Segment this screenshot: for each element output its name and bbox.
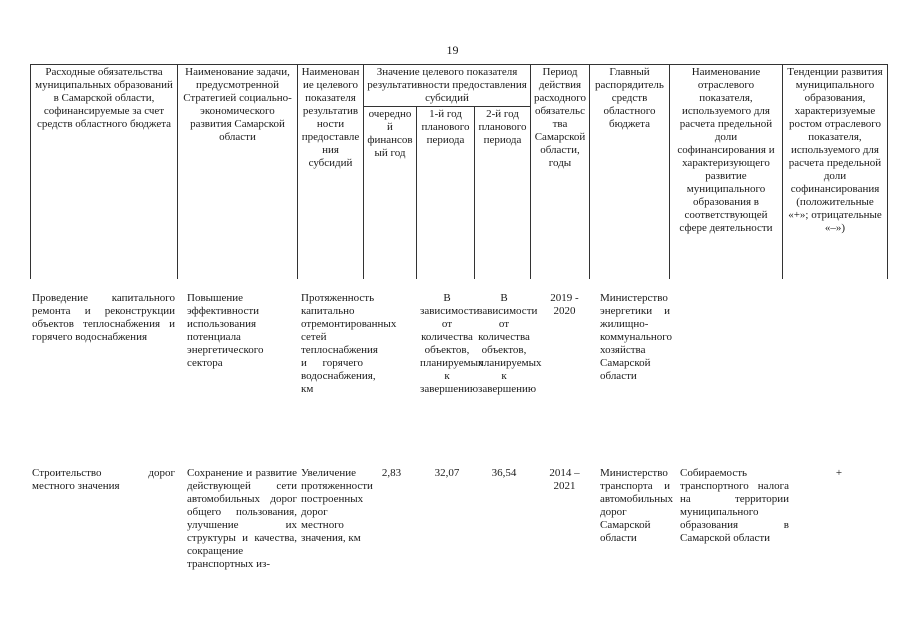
row-plan-year-2: 36,54 [491, 467, 517, 479]
header-manager: Главный распорядитель средств областного бюджета [590, 65, 670, 280]
header-plan-year-1: 1-й год планового периода [417, 107, 475, 280]
header-task: Наименование задачи, предусмотренной Стратегией социально-экономического развития Самарской области [178, 65, 298, 280]
header-plan-year-2: 2-й год планового периода [475, 107, 531, 280]
row-manager: Министерство транспорта и автомобильных дорог Самарской области [600, 467, 673, 544]
header-target-value: Значение целевого показателя результативности предоставления субсидий [364, 65, 531, 107]
row-plan-year-1: 32,07 [434, 467, 460, 479]
header-period: Период действия расходного обязательства Самарской области, годы [531, 65, 590, 280]
row-period: 2014 – 2021 [549, 467, 580, 492]
header-indicator-name: Наименование целевого показателя результативности предоставления субсидий [298, 65, 364, 280]
table-header [30, 64, 888, 279]
header-sector-indicator: Наименование отраслевого показателя, используемого для расчета предельной доли софинансирования и характеризующего развитие муниципального образования в соответствующей сфере деятельности [670, 65, 783, 280]
header-expenses: Расходные обязательства муниципальных образований в Самарской области, софинансируемые за счет средств областного бюджета [31, 65, 178, 280]
header-trend: Тенденции развития муниципального образования, характеризуемые ростом отраслевого показателя, используемого для расчета предельной доли софинансирования (положительные «+»; отрицательные «–») [783, 65, 888, 280]
row-next-year: 2,83 [381, 467, 402, 479]
row-indicator: Увеличение протяженности построенных дорог местного значения, км [301, 467, 373, 544]
row-expenses: Проведение капитального ремонта и реконструкции объектов теплоснабжения и горячего водоснабжения [32, 292, 175, 343]
row-plan-year-1: В зависимости от количества объектов, планируемых к завершению [420, 292, 484, 395]
row-indicator: Протяженность капитально отремонтированных сетей теплоснабжения и горячего водоснабжения, км [301, 292, 397, 395]
page-number: 19 [446, 43, 459, 57]
row-task: Повышение эффективности использования потенциала энергетического сектора [187, 292, 264, 369]
row-period: 2019 - 2020 [550, 292, 579, 317]
row-expenses: Строительство дорог местного значения [32, 467, 175, 492]
header-next-year: очередной финансовый год [364, 107, 417, 280]
row-task: Сохранение и развитие действующей сети автомобильных дорог общего пользования, улучшение их структуры и качества, сокращение транспортных из- [187, 467, 297, 570]
row-manager: Министерство энергетики и жилищно-коммунального хозяйства Самарской области [600, 292, 672, 382]
row-trend: + [835, 467, 843, 479]
row-sector-indicator: Собираемость транспортного налога на территории муниципального образования в Самарской области [680, 467, 789, 544]
row-plan-year-2: В зависимости от количества объектов, планируемых к завершению [478, 292, 542, 395]
